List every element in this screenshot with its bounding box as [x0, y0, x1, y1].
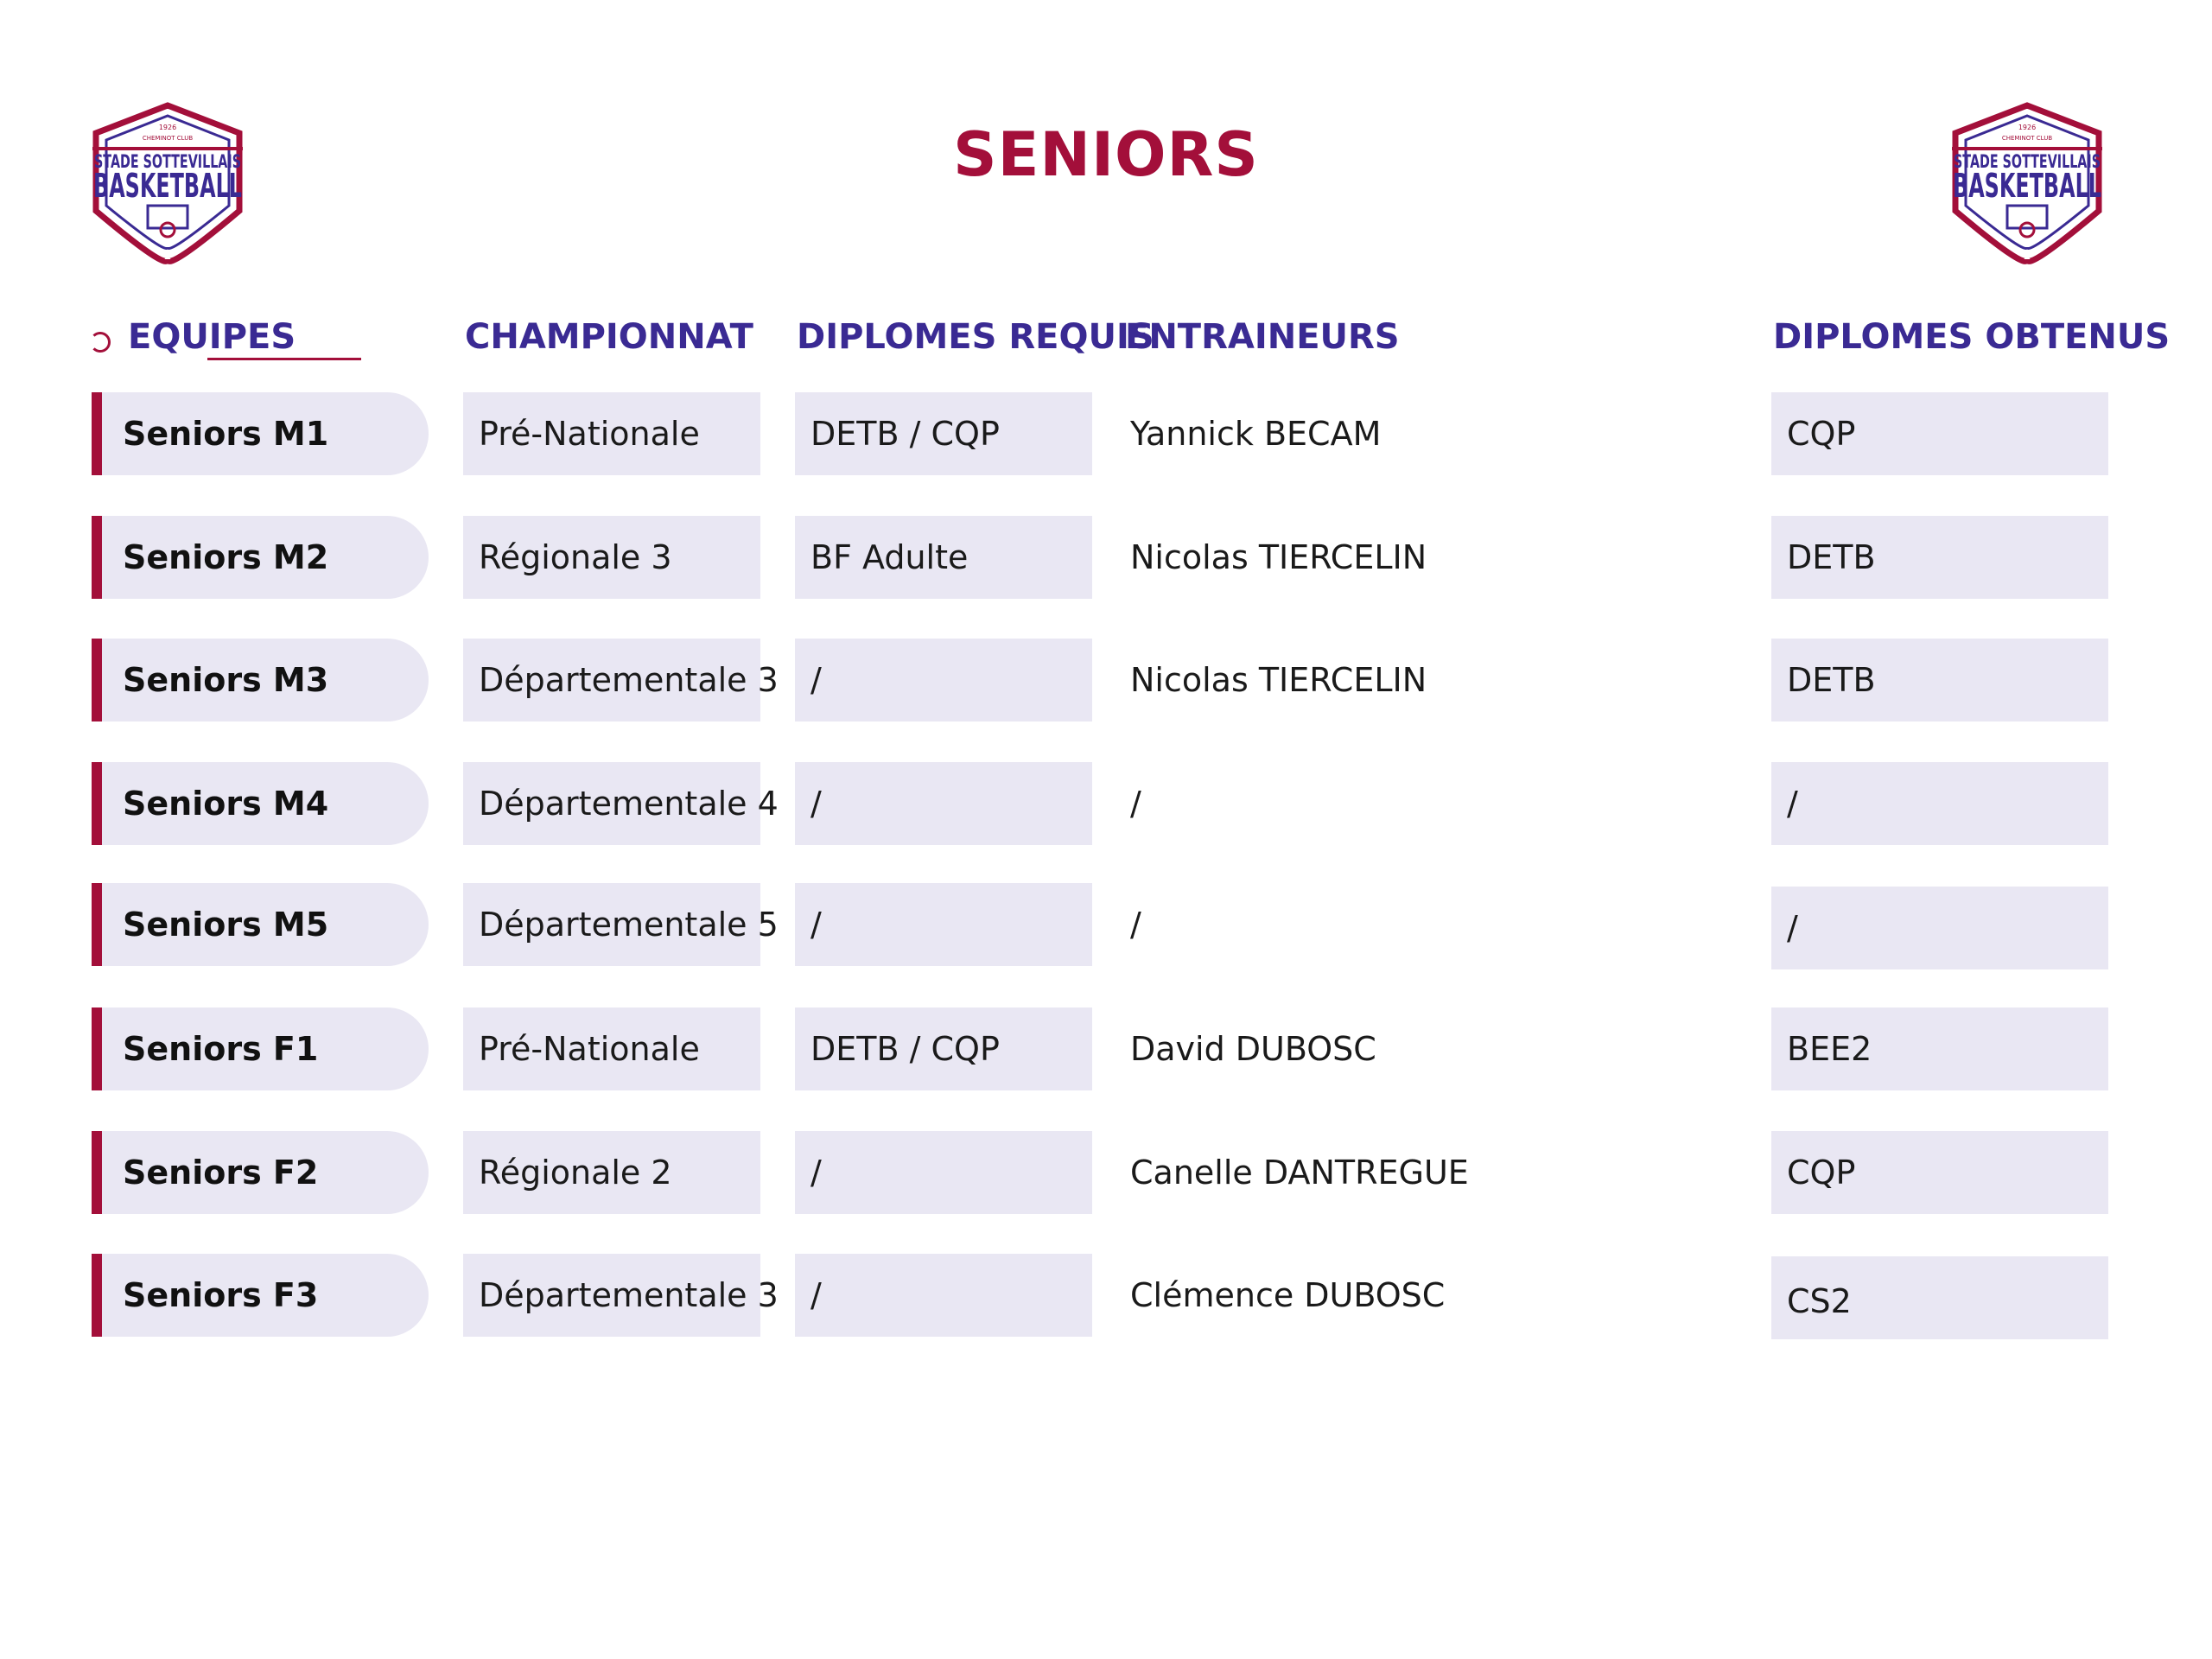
column-header-diplomes-requis: DIPLOMES REQUIS: [797, 317, 1154, 357]
diplomes-obtenus-cell: BEE2: [1771, 1007, 2108, 1090]
ring-icon: [90, 332, 111, 353]
diplomes-requis-cell: /: [795, 639, 1092, 721]
championnat-cell: Départementale 4: [463, 762, 760, 845]
svg-text:STADE SOTTEVILLAIS: STADE SOTTEVILLAIS: [1954, 151, 2101, 172]
team-cell: Seniors F3: [92, 1254, 429, 1337]
diplomes-requis-cell: BF Adulte: [795, 516, 1092, 599]
entraineur-cell: David DUBOSC: [1130, 1030, 1376, 1068]
diplomes-obtenus-cell: CQP: [1771, 1131, 2108, 1214]
column-header-equipes: EQUIPES: [90, 316, 296, 358]
diplomes-obtenus-cell: /: [1771, 887, 2108, 969]
championnat-cell: Départementale 3: [463, 1254, 760, 1337]
championnat-cell: Départementale 3: [463, 639, 760, 721]
table-row: [0, 1007, 2212, 1090]
team-cell: Seniors M4: [92, 762, 429, 845]
entraineur-cell: Nicolas TIERCELIN: [1130, 538, 1427, 576]
diplomes-requis-cell: DETB / CQP: [795, 392, 1092, 475]
diplomes-requis-cell: /: [795, 1131, 1092, 1214]
table-row: [0, 762, 2212, 845]
entraineur-cell: /: [1130, 906, 1141, 944]
column-header-diplomes-obtenus: DIPLOMES OBTENUS: [1773, 317, 2171, 357]
header-underline: [207, 358, 361, 360]
diplomes-obtenus-cell: /: [1771, 762, 2108, 845]
championnat-cell: Régionale 2: [463, 1131, 760, 1214]
table-row: [0, 639, 2212, 721]
diplomes-requis-cell: /: [795, 762, 1092, 845]
table-row: [0, 392, 2212, 475]
svg-text:CHEMINOT CLUB: CHEMINOT CLUB: [2001, 135, 2053, 142]
entraineur-cell: Yannick BECAM: [1130, 415, 1382, 453]
team-cell: Seniors M2: [92, 516, 429, 599]
diplomes-requis-cell: DETB / CQP: [795, 1007, 1092, 1090]
column-header-entraineurs: ENTRAINEURS: [1125, 317, 1400, 357]
svg-text:STADE SOTTEVILLAIS: STADE SOTTEVILLAIS: [94, 151, 241, 172]
team-cell: Seniors M1: [92, 392, 429, 475]
diplomes-requis-cell: /: [795, 883, 1092, 966]
table-row: [0, 1254, 2212, 1337]
svg-text:CHEMINOT CLUB: CHEMINOT CLUB: [142, 135, 194, 142]
table-row: [0, 516, 2212, 599]
table-row: [0, 1131, 2212, 1214]
team-cell: Seniors M5: [92, 883, 429, 966]
page-title: SENIORS: [953, 119, 1259, 190]
svg-text:1926: 1926: [158, 124, 177, 131]
diplomes-requis-cell: /: [795, 1254, 1092, 1337]
entraineur-cell: Canelle DANTREGUE: [1130, 1154, 1469, 1192]
svg-text:1926: 1926: [2018, 124, 2037, 131]
table-row: [0, 883, 2212, 966]
diplomes-obtenus-cell: CQP: [1771, 392, 2108, 475]
svg-text:BASKETBALL: BASKETBALL: [93, 167, 242, 205]
column-header-championnat: CHAMPIONNAT: [465, 317, 753, 357]
diplomes-obtenus-cell: DETB: [1771, 639, 2108, 721]
svg-text:BASKETBALL: BASKETBALL: [1953, 167, 2101, 205]
championnat-cell: Régionale 3: [463, 516, 760, 599]
championnat-cell: Pré-Nationale: [463, 1007, 760, 1090]
team-cell: Seniors F2: [92, 1131, 429, 1214]
diplomes-obtenus-cell: CS2: [1771, 1256, 2108, 1339]
entraineur-cell: Clémence DUBOSC: [1130, 1276, 1446, 1314]
entraineur-cell: /: [1130, 785, 1141, 823]
championnat-cell: Départementale 5: [463, 883, 760, 966]
team-cell: Seniors F1: [92, 1007, 429, 1090]
entraineur-cell: Nicolas TIERCELIN: [1130, 661, 1427, 699]
championnat-cell: Pré-Nationale: [463, 392, 760, 475]
team-cell: Seniors M3: [92, 639, 429, 721]
diplomes-obtenus-cell: DETB: [1771, 516, 2108, 599]
